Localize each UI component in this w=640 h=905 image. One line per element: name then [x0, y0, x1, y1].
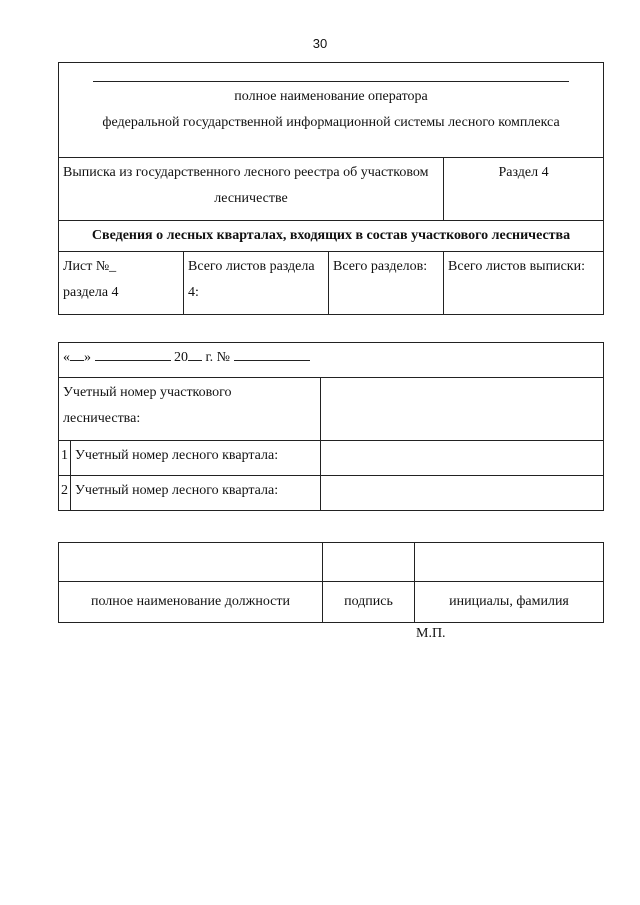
total-sheets-section-cell [184, 252, 329, 315]
total-sheets-section-line1: Всего листов раздела [188, 259, 315, 274]
quarter-label: Учетный номер лесного квартала: [71, 441, 321, 476]
year-blank [188, 360, 202, 361]
extract-title-line2: лесничестве [214, 191, 288, 206]
section-number: Раздел 4 [444, 158, 604, 221]
position-blank [59, 543, 323, 582]
total-sheets-extract-cell: Всего листов выписки: [444, 252, 604, 315]
sheet-number-cell [59, 252, 184, 315]
record-table [58, 342, 604, 511]
operator-label-line1: полное наименование оператора [234, 89, 428, 104]
quarter-value-cell [321, 476, 604, 511]
name-caption: инициалы, фамилия [415, 582, 604, 623]
sheet-number-line1: Лист №_ [63, 259, 117, 274]
account-label-line1: Учетный номер участкового [63, 385, 232, 400]
signature-table [58, 542, 604, 623]
operator-cell [59, 63, 604, 158]
quarter-value-cell [321, 441, 604, 476]
date-row [59, 343, 604, 378]
number-blank [234, 360, 310, 361]
extract-header-table [58, 62, 604, 315]
section-heading: Сведения о лесных кварталах, входящих в состав участкового лесничества [59, 221, 604, 252]
sign-caption: подпись [323, 582, 415, 623]
day-blank [70, 360, 84, 361]
position-caption: полное наименование должности [59, 582, 323, 623]
page-number: 30 [312, 36, 328, 51]
account-label-cell [59, 378, 321, 441]
row-number: 1 [59, 441, 71, 476]
date-open-quote: « [63, 350, 70, 365]
row-number: 2 [59, 476, 71, 511]
total-sections-cell: Всего разделов: [329, 252, 444, 315]
date-close-quote: » [84, 350, 91, 365]
extract-title-line1: Выписка из государственного лесного реестра об участковом [63, 165, 429, 180]
account-value-cell [321, 378, 604, 441]
operator-underline [93, 81, 569, 82]
month-blank [95, 360, 171, 361]
stamp-place: М.П. [416, 626, 446, 641]
sheet-number-line2: раздела 4 [63, 285, 119, 300]
total-sheets-section-line2: 4: [188, 285, 199, 300]
extract-title-cell [59, 158, 444, 221]
account-label-line2: лесничества: [63, 411, 141, 426]
sign-blank [323, 543, 415, 582]
year-prefix: 20 [174, 350, 188, 365]
name-blank [415, 543, 604, 582]
quarter-label: Учетный номер лесного квартала: [71, 476, 321, 511]
date-suffix: г. № [205, 350, 231, 365]
operator-label-line2: федеральной государственной информационной системы лесного комплекса [102, 115, 560, 130]
